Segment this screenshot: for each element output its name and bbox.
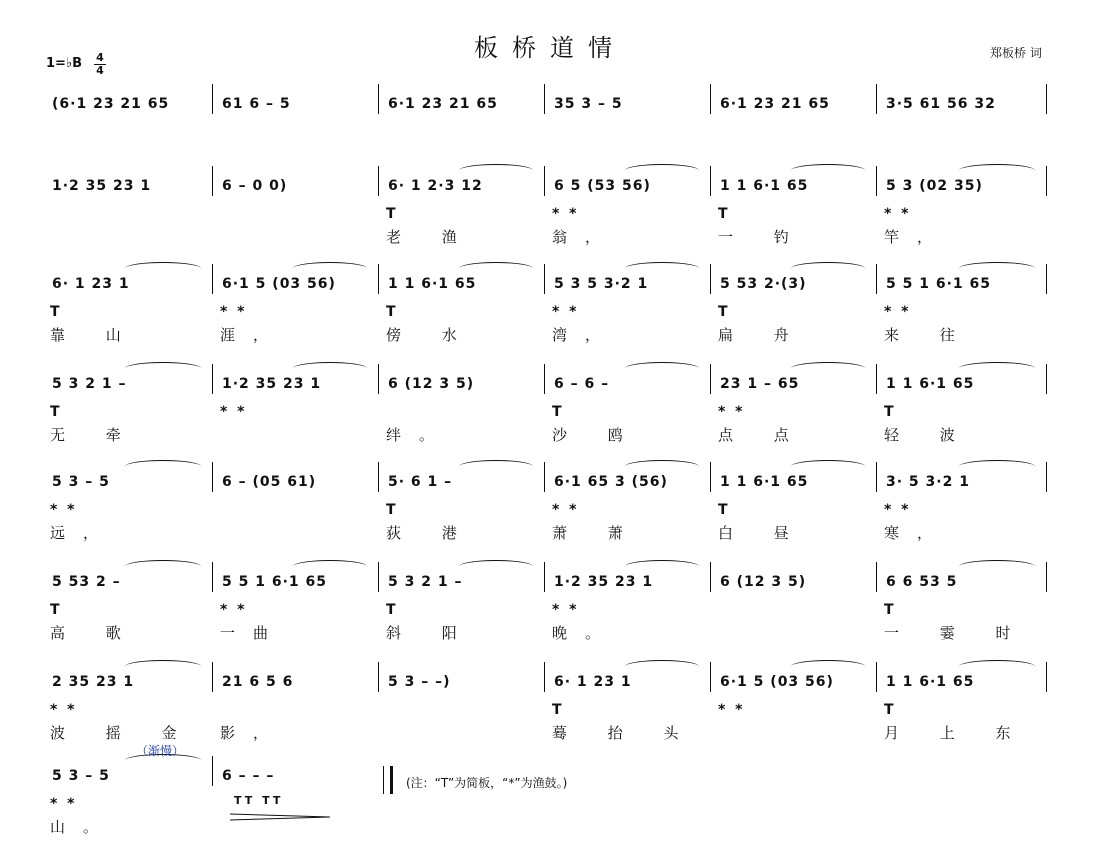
percussion-marks: * *	[718, 702, 743, 718]
slur	[625, 362, 700, 375]
barline	[710, 364, 711, 394]
percussion-marks: T	[884, 702, 894, 718]
barline	[876, 364, 877, 394]
barline	[212, 462, 213, 492]
measure-notes: 6·1 23 21 65	[720, 96, 830, 112]
measure-notes: 2 35 23 1	[52, 674, 135, 690]
staff-row	[0, 96, 1100, 166]
barline	[378, 84, 379, 114]
lyric-text: 一 霎 时	[884, 624, 1029, 642]
percussion-marks: T	[386, 206, 396, 222]
barline	[710, 84, 711, 114]
measure-notes: 6·1 23 21 65	[388, 96, 498, 112]
measure-notes: 6 – 0 0)	[222, 178, 288, 194]
measure-notes: 6 – (05 61)	[222, 474, 317, 490]
measure-notes: 6·1 5 (03 56)	[222, 276, 336, 292]
lyric-text: 扁 舟	[718, 326, 807, 344]
barline	[378, 166, 379, 196]
percussion-marks: * *	[718, 404, 743, 420]
percussion-marks: T	[718, 502, 728, 518]
barline	[876, 462, 877, 492]
slur	[125, 460, 202, 473]
barline	[710, 662, 711, 692]
measure-notes: 5 53 2·(3)	[720, 276, 807, 292]
barline	[212, 364, 213, 394]
percussion-marks: * *	[552, 502, 577, 518]
percussion-marks: T	[386, 602, 396, 618]
measure-notes: 6·1 5 (03 56)	[720, 674, 834, 690]
time-sig-numerator: 4	[94, 52, 106, 65]
barline	[378, 462, 379, 492]
percussion-marks: * *	[50, 796, 75, 812]
slur	[959, 660, 1036, 673]
measure-notes: (6·1 23 21 65	[52, 96, 170, 112]
lyric-text: 点 点	[718, 426, 807, 444]
measure-notes: 6 5 (53 56)	[554, 178, 651, 194]
staff-row	[0, 674, 1100, 744]
measure-notes: 6· 1 2·3 12	[388, 178, 483, 194]
lyric-text: 晚。	[552, 624, 619, 642]
lyric-text: 蓦 抬 头	[552, 724, 697, 742]
barline	[544, 662, 545, 692]
measure-notes: 6 (12 3 5)	[388, 376, 475, 392]
lyric-text: 一 钓	[718, 228, 807, 246]
percussion-marks: T	[884, 404, 894, 420]
barline	[1046, 166, 1047, 196]
staff-row	[0, 178, 1100, 248]
percussion-marks: * *	[50, 702, 75, 718]
lyric-text: 荻 港	[386, 524, 475, 542]
lyric-text: 轻 波	[884, 426, 973, 444]
lyricist-credit: 郑板桥 词	[990, 46, 1042, 60]
slur	[125, 560, 202, 573]
lyric-text: 翁，	[552, 228, 619, 246]
lyric-text: 白 昼	[718, 524, 807, 542]
measure-notes: 5 3 – –)	[388, 674, 451, 690]
slur	[125, 262, 202, 275]
percussion-marks: * *	[552, 304, 577, 320]
key-signature: 1=♭B	[46, 56, 82, 71]
percussion-marks: T	[386, 502, 396, 518]
barline	[876, 562, 877, 592]
lyric-text: 远，	[50, 524, 117, 542]
percussion-marks: T	[50, 304, 60, 320]
barline	[212, 756, 213, 786]
barline	[710, 462, 711, 492]
lyric-text: 湾，	[552, 326, 619, 344]
lyric-text: 靠 山	[50, 326, 139, 344]
measure-notes: 6 6 53 5	[886, 574, 958, 590]
measure-notes: 5 3 5 3·2 1	[554, 276, 649, 292]
slur	[459, 164, 534, 177]
slur	[959, 560, 1036, 573]
barline	[710, 264, 711, 294]
barline	[212, 264, 213, 294]
percussion-marks: * *	[220, 304, 245, 320]
barline	[544, 562, 545, 592]
staff-row	[0, 574, 1100, 644]
measure-notes: 1·2 35 23 1	[52, 178, 152, 194]
slur	[625, 660, 700, 673]
slur	[625, 460, 700, 473]
time-signature	[94, 52, 106, 77]
lyric-text: 绊。	[386, 426, 453, 444]
staff-row	[0, 276, 1100, 346]
lyric-text: 月 上 东	[884, 724, 1029, 742]
barline	[1046, 84, 1047, 114]
measure-notes: 6·1 65 3 (56)	[554, 474, 668, 490]
slur	[791, 362, 866, 375]
measure-notes: 5 3 – 5	[52, 768, 110, 784]
measure-notes: 5 3 – 5	[52, 474, 110, 490]
slur	[459, 560, 534, 573]
slur	[125, 660, 202, 673]
measure-notes: 21 6 5 6	[222, 674, 294, 690]
percussion-marks: * *	[552, 206, 577, 222]
barline	[378, 364, 379, 394]
lyric-text: 老 渔	[386, 228, 475, 246]
percussion-marks: * *	[220, 404, 245, 420]
slur	[625, 262, 700, 275]
lyric-text: 波 摇 金	[50, 724, 195, 742]
slur	[293, 362, 368, 375]
barline	[212, 84, 213, 114]
measure-notes: 6· 1 23 1	[52, 276, 130, 292]
barline	[544, 264, 545, 294]
barline	[212, 166, 213, 196]
lyric-text: 涯，	[220, 326, 287, 344]
measure-notes: 6 – 6 –	[554, 376, 610, 392]
percussion-marks: T	[718, 206, 728, 222]
percussion-marks: T	[552, 702, 562, 718]
barline	[1046, 462, 1047, 492]
percussion-marks: T	[552, 404, 562, 420]
barline	[876, 166, 877, 196]
slur	[791, 262, 866, 275]
barline	[876, 84, 877, 114]
slur	[625, 164, 700, 177]
slur	[791, 660, 866, 673]
barline	[1046, 364, 1047, 394]
barline	[212, 562, 213, 592]
barline	[1046, 562, 1047, 592]
measure-notes: 3· 5 3·2 1	[886, 474, 970, 490]
measure-notes: 1·2 35 23 1	[554, 574, 654, 590]
clapper-marks: TT TT	[234, 794, 284, 807]
lyric-text: 高 歌	[50, 624, 139, 642]
lyric-text: 来 往	[884, 326, 973, 344]
footnote: (注：“T”为简板，“*”为渔鼓。)	[406, 776, 568, 790]
barline	[544, 364, 545, 394]
barline	[710, 562, 711, 592]
barline	[710, 166, 711, 196]
measure-notes: 1·2 35 23 1	[222, 376, 322, 392]
measure-notes: 1 1 6·1 65	[720, 178, 809, 194]
lyric-text: 影，	[220, 724, 287, 742]
barline	[378, 662, 379, 692]
time-sig-denominator: 4	[96, 64, 104, 77]
percussion-marks: * *	[220, 602, 245, 618]
barline	[1046, 662, 1047, 692]
barline	[212, 662, 213, 692]
measure-notes: 5 5 1 6·1 65	[222, 574, 328, 590]
measure-notes: 35 3 – 5	[554, 96, 623, 112]
percussion-marks: * *	[884, 304, 909, 320]
lyric-text: 竿，	[884, 228, 951, 246]
slur	[791, 164, 866, 177]
measure-notes: 61 6 – 5	[222, 96, 291, 112]
percussion-marks: T	[50, 404, 60, 420]
lyric-text: 萧 萧	[552, 524, 641, 542]
slur	[959, 164, 1036, 177]
measure-notes: 23 1 – 65	[720, 376, 800, 392]
percussion-marks: * *	[50, 502, 75, 518]
song-title: 板桥道情	[474, 34, 626, 62]
lyric-text: 沙 鸥	[552, 426, 641, 444]
measure-notes: 5 5 1 6·1 65	[886, 276, 992, 292]
final-barline	[383, 766, 393, 794]
measure-notes: 5 3 (02 35)	[886, 178, 983, 194]
slur	[791, 460, 866, 473]
barline	[544, 166, 545, 196]
lyric-text: 寒，	[884, 524, 951, 542]
lyric-text: 无 牵	[50, 426, 139, 444]
diminuendo-hairpin	[230, 812, 330, 822]
barline	[876, 662, 877, 692]
measure-notes: 1 1 6·1 65	[886, 376, 975, 392]
staff-row	[0, 474, 1100, 544]
measure-notes: 5 3 2 1 –	[388, 574, 463, 590]
lyric-text: 一曲	[220, 624, 287, 642]
slur	[125, 362, 202, 375]
slur	[959, 362, 1036, 375]
barline	[378, 562, 379, 592]
percussion-marks: * *	[552, 602, 577, 618]
barline	[544, 84, 545, 114]
percussion-marks: T	[50, 602, 60, 618]
slur	[293, 262, 368, 275]
measure-notes: 1 1 6·1 65	[720, 474, 809, 490]
percussion-marks: T	[386, 304, 396, 320]
measure-notes: 1 1 6·1 65	[388, 276, 477, 292]
tempo-marking: （渐慢）	[136, 744, 185, 758]
slur	[959, 262, 1036, 275]
lyric-text: 傍 水	[386, 326, 475, 344]
percussion-marks: T	[884, 602, 894, 618]
barline	[876, 264, 877, 294]
measure-notes: 5· 6 1 –	[388, 474, 453, 490]
measure-notes: 1 1 6·1 65	[886, 674, 975, 690]
measure-notes: 3·5 61 56 32	[886, 96, 996, 112]
lyric-text: 斜 阳	[386, 624, 475, 642]
barline	[544, 462, 545, 492]
barline	[1046, 264, 1047, 294]
percussion-marks: T	[718, 304, 728, 320]
slur	[459, 262, 534, 275]
lyric-text: 山。	[50, 818, 117, 836]
measure-notes: 6 – – –	[222, 768, 275, 784]
measure-notes: 6· 1 23 1	[554, 674, 632, 690]
slur	[293, 560, 368, 573]
measure-notes: 5 3 2 1 –	[52, 376, 127, 392]
percussion-marks: * *	[884, 206, 909, 222]
slur	[459, 460, 534, 473]
slur	[959, 460, 1036, 473]
staff-row	[0, 376, 1100, 446]
slur	[625, 560, 700, 573]
measure-notes: 6 (12 3 5)	[720, 574, 807, 590]
measure-notes: 5 53 2 –	[52, 574, 121, 590]
barline	[378, 264, 379, 294]
percussion-marks: * *	[884, 502, 909, 518]
